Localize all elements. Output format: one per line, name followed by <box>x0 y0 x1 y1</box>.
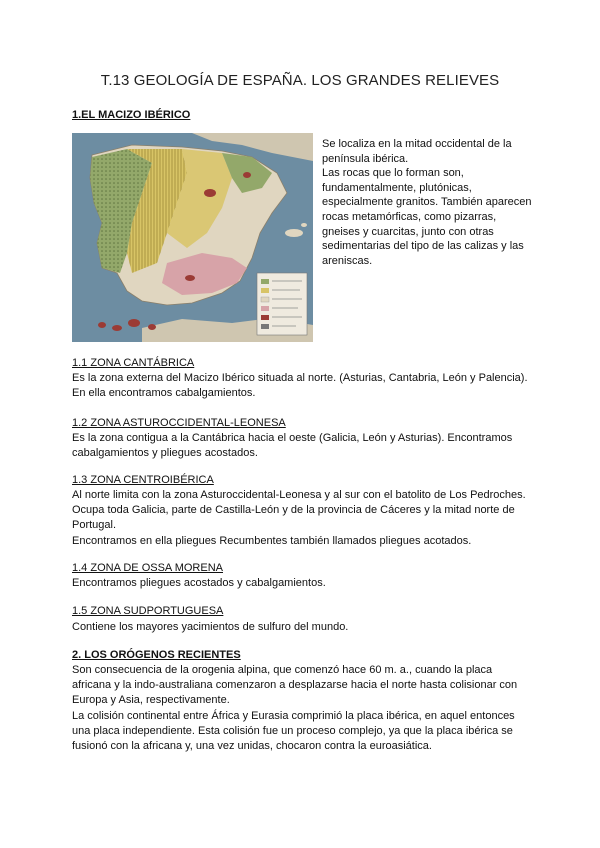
orogenos-text <box>72 663 528 754</box>
zone-heading-asturoccidental: 1.2 ZONA ASTUROCCIDENTAL-LEONESA <box>72 417 286 429</box>
orogenos-paragraph: Son consecuencia de la orogenia alpina, que comenzó hace 60 m. a., cuando la placa africana y la indo-australiana comenzaron a desplazarse hacia el norte hasta colisionar con Europa y Asia, respectivamente. <box>72 664 518 707</box>
zone-paragraph: Al norte limita con la zona Asturoccidental-Leonesa y al sur con el batolito de Los Pedroches. Ocupa toda Galicia, parte de Castilla-León y de la provincia de Cáceres y la mitad norte de Portugal. <box>72 489 526 532</box>
zone-text-cantabrica <box>72 371 528 401</box>
zone-heading-centroiberica: 1.3 ZONA CENTROIBÉRICA <box>72 474 214 486</box>
zone-text-asturoccidental <box>72 431 528 461</box>
zone-heading-sudportuguesa: 1.5 ZONA SUDPORTUGUESA <box>72 605 224 617</box>
zone-paragraph: Contiene los mayores yacimientos de sulfuro del mundo. <box>72 621 349 633</box>
orogenos-paragraph: La colisión continental entre África y Eurasia comprimió la placa ibérica, en aquel entonces una placa independiente. Esta colisión fue un proceso complejo, ya que la placa ibérica se fusionó con la africana y, una vez unidas, chocaron contra la euroasiática. <box>72 709 515 753</box>
side-text-paragraph: Las rocas que lo forman son, fundamentalmente, plutónicas, especialmente granitos. También aparecen rocas metamórficas, como pizarras, gneises y cuarcitas, junto con otras sedimentarias del tipo de las calizas y las areniscas. <box>322 167 532 267</box>
section-heading-orogenos: 2. LOS ORÓGENOS RECIENTES <box>72 649 241 661</box>
zone-paragraph: Es la zona externa del Macizo Ibérico situada al norte. (Asturias, Cantabria, León y Palencia). En ella encontramos cabalgamientos. <box>72 372 528 400</box>
section-heading-macizo-iberico: 1.EL MACIZO IBÉRICO <box>72 109 191 121</box>
page-title: T.13 GEOLOGÍA DE ESPAÑA. LOS GRANDES RELIEVES <box>100 72 500 89</box>
geologic-map-of-spain-icon <box>72 133 313 342</box>
zone-text-sudportuguesa <box>72 620 528 635</box>
macizo-description <box>322 137 532 268</box>
zone-paragraph: Encontramos en ella pliegues Recumbentes también llamados pliegues acotados. <box>72 534 472 547</box>
zone-text-ossa-morena <box>72 576 528 591</box>
zone-paragraph: Encontramos pliegues acostados y cabalgamientos. <box>72 577 326 589</box>
side-text-paragraph: Se localiza en la mitad occidental de la península ibérica. <box>322 138 512 165</box>
geologic-map-image <box>72 133 313 342</box>
zone-heading-cantabrica: 1.1 ZONA CANTÁBRICA <box>72 357 195 369</box>
zone-text-centroiberica <box>72 488 528 549</box>
zone-heading-ossa-morena: 1.4 ZONA DE OSSA MORENA <box>72 562 223 574</box>
zone-paragraph: Es la zona contigua a la Cantábrica hacia el oeste (Galicia, León y Asturias). Encontramos cabalgamientos y pliegues acostados. <box>72 432 513 460</box>
